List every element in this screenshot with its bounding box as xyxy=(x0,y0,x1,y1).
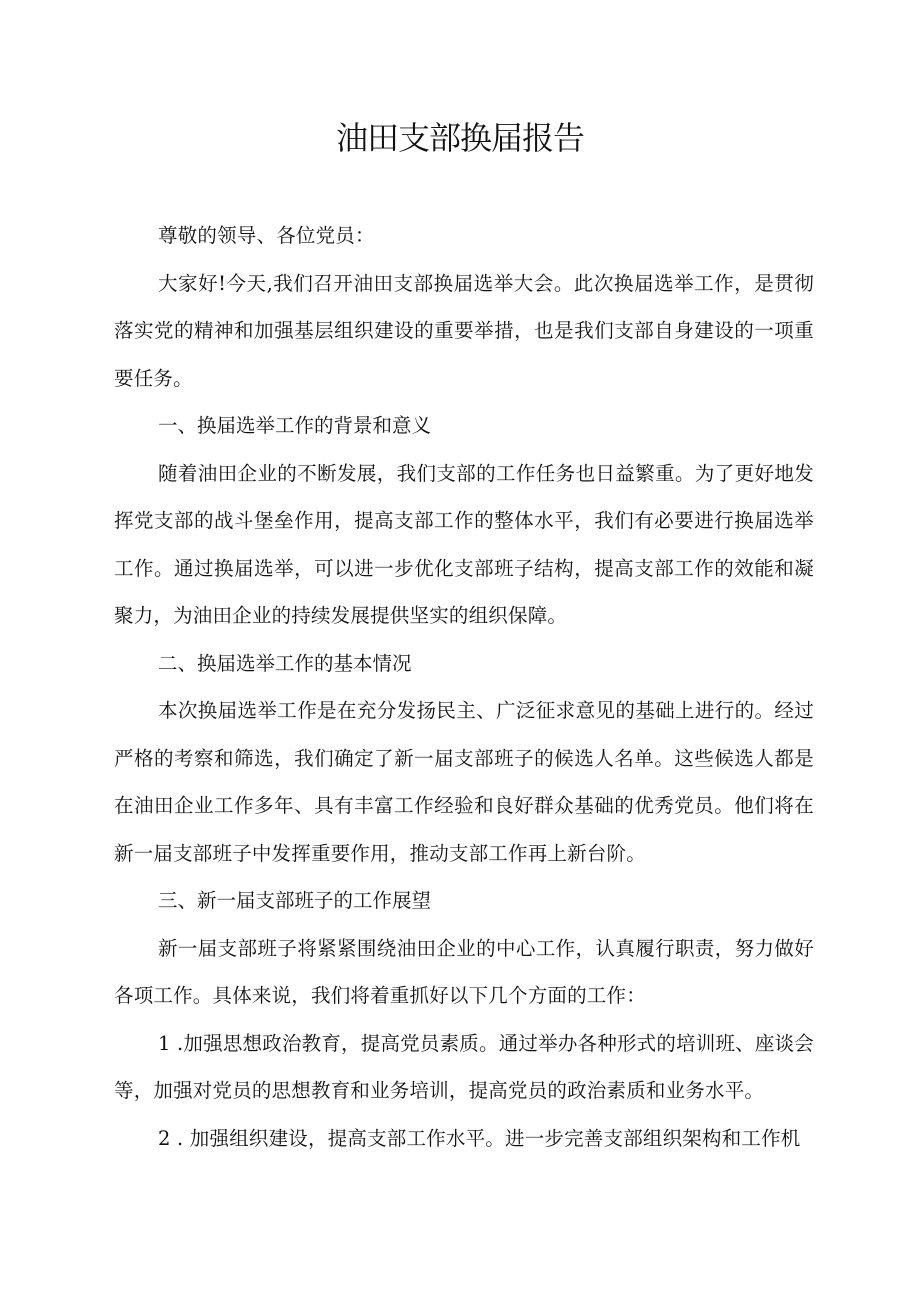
list-item-2: 2 . 加强组织建设，提高支部工作水平。进一步完善支部组织架构和工作机 xyxy=(158,1126,801,1150)
intro-paragraph: 大家好!今天,我们召开油田支部换届选举大会。此次换届选举工作，是贯彻落实党的精神和加强基层组织建设的重要举措，也是我们支部自身建设的一项重要任务。 xyxy=(114,271,814,390)
section-2-heading: 二、换届选举工作的基本情况 xyxy=(158,651,412,675)
greeting: 尊敬的领导、各位党员： xyxy=(158,224,375,247)
section-3-heading: 三、新一届支部班子的工作展望 xyxy=(158,889,432,912)
list-item-1: 1 .加强思想政治教育，提高党员素质。通过举办各种形式的培训班、座谈会等，加强对党员的思想教育和业务培训，提高党员的政治素质和业务水平。 xyxy=(114,1031,814,1102)
document-title: 油田支部换届报告 xyxy=(335,119,584,157)
section-1-heading: 一、换届选举工作的背景和意义 xyxy=(158,414,432,437)
section-3-paragraph: 新一届支部班子将紧紧围绕油田企业的中心工作，认真履行职责，努力做好各项工作。具体来说，我们将着重抓好以下几个方面的工作： xyxy=(114,936,814,1007)
document-body xyxy=(114,212,814,1162)
section-1-paragraph: 随着油田企业的不断发展，我们支部的工作任务也日益繁重。为了更好地发挥党支部的战斗堡垒作用，提高支部工作的整体水平，我们有必要进行换届选举工作。通过换届选举，可以进一步优化支部班子结构，提高支部工作的效能和凝聚力，为油田企业的持续发展提供坚实的组织保障。 xyxy=(114,461,814,627)
section-2-paragraph: 本次换届选举工作是在充分发扬民主、广泛征求意见的基础上进行的。经过严格的考察和筛选，我们确定了新一届支部班子的候选人名单。这些候选人都是在油田企业工作多年、具有丰富工作经验和良好群众基础的优秀党员。他们将在新一届支部班子中发挥重要作用，推动支部工作再上新台阶。 xyxy=(114,699,814,865)
